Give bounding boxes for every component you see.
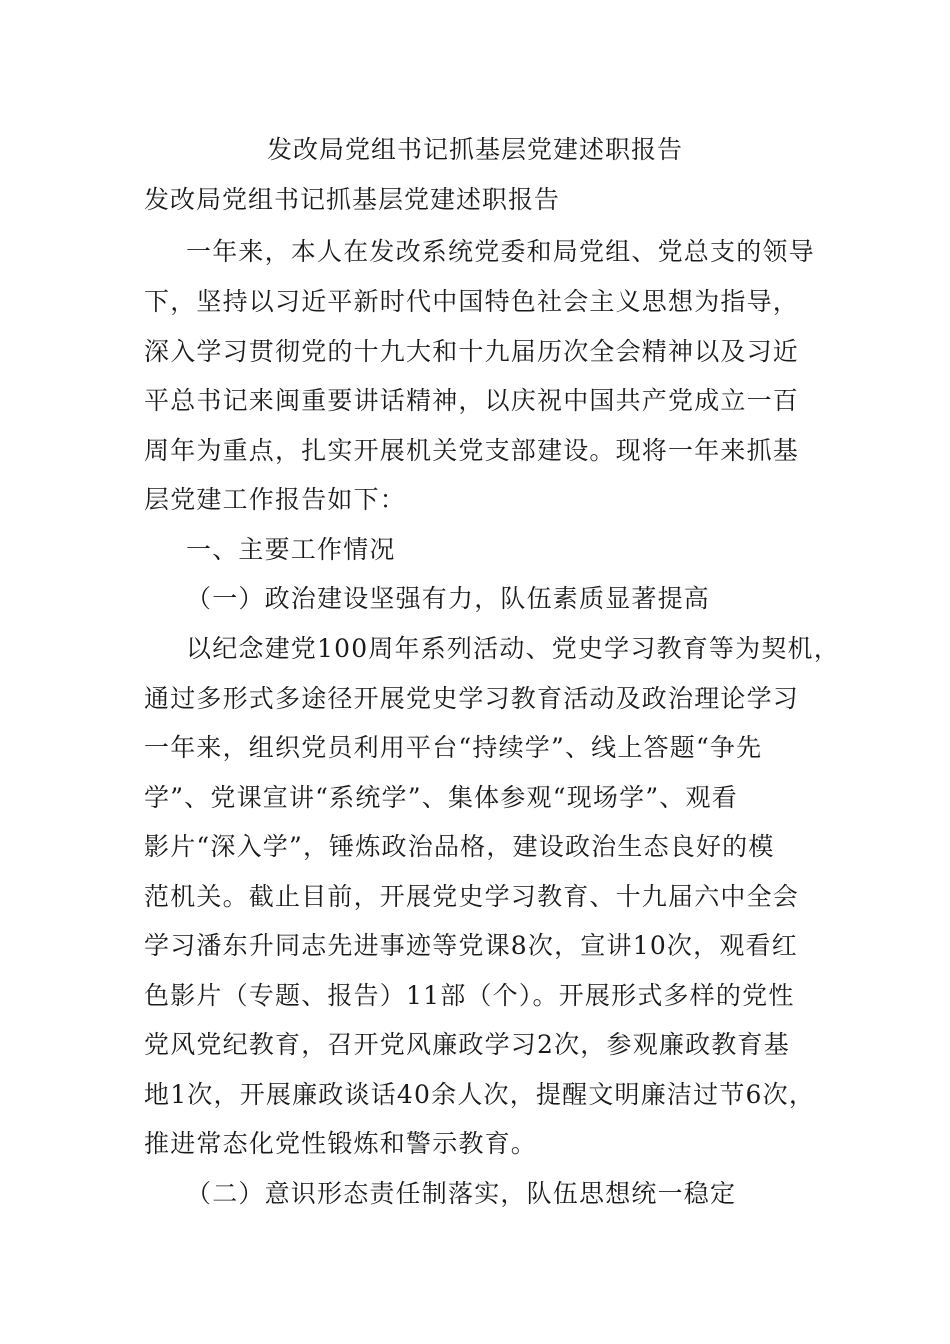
paragraph-line: 影片“深入学”，锤炼政治品格，建设政治生态良好的模: [144, 832, 775, 861]
paragraph-line: 学习潘东升同志先进事迹等党课8次，宣讲10次，观看红: [144, 931, 798, 960]
paragraph-line: 层党建工作报告如下：: [144, 485, 407, 514]
paragraph-line: 党风党纪教育，召开党风廉政学习2次，参观廉政教育基: [144, 1030, 790, 1059]
paragraph-line: 通过多形式多途径开展党史学习教育活动及政治理论学习: [144, 684, 800, 713]
paragraph-line: 地1次，开展廉政谈话40余人次，提醒文明廉洁过节6次，: [144, 1080, 816, 1109]
paragraph-line: 推进常态化党性锻炼和警示教育。: [144, 1129, 538, 1158]
subsection-heading: （一）政治建设坚强有力，队伍素质显著提高: [186, 584, 711, 613]
paragraph-line: 深入学习贯彻党的十九大和十九届历次全会精神以及习近: [144, 337, 800, 366]
paragraph-line: 色影片（专题、报告）11部（个）。开展形式多样的党性: [144, 981, 795, 1010]
paragraph-line: 周年为重点，扎实开展机关党支部建设。现将一年来抓基: [144, 436, 800, 465]
paragraph-line: 以纪念建党100周年系列活动、党史学习教育等为契机，: [186, 634, 840, 663]
paragraph-line: 下，坚持以习近平新时代中国特色社会主义思想为指导，: [144, 287, 800, 316]
paragraph-line: 学”、党课宣讲“系统学”、集体参观“现场学”、观看: [144, 783, 738, 812]
paragraph-line: 一年来，本人在发改系统党委和局党组、党总支的领导: [186, 237, 815, 266]
paragraph-line: 一年来，组织党员利用平台“持续学”、线上答题“争先: [144, 733, 763, 762]
document-subtitle: 发改局党组书记抓基层党建述职报告: [144, 185, 561, 214]
paragraph-line: 平总书记来闽重要讲话精神，以庆祝中国共产党成立一百: [144, 386, 800, 415]
section-heading: 一、主要工作情况: [186, 535, 396, 564]
paragraph-line: 范机关。截止目前，开展党史学习教育、十九届六中全会: [144, 882, 800, 911]
subsection-heading: （二）意识形态责任制落实，队伍思想统一稳定: [186, 1179, 737, 1208]
document-title: 发改局党组书记抓基层党建述职报告: [266, 135, 683, 164]
